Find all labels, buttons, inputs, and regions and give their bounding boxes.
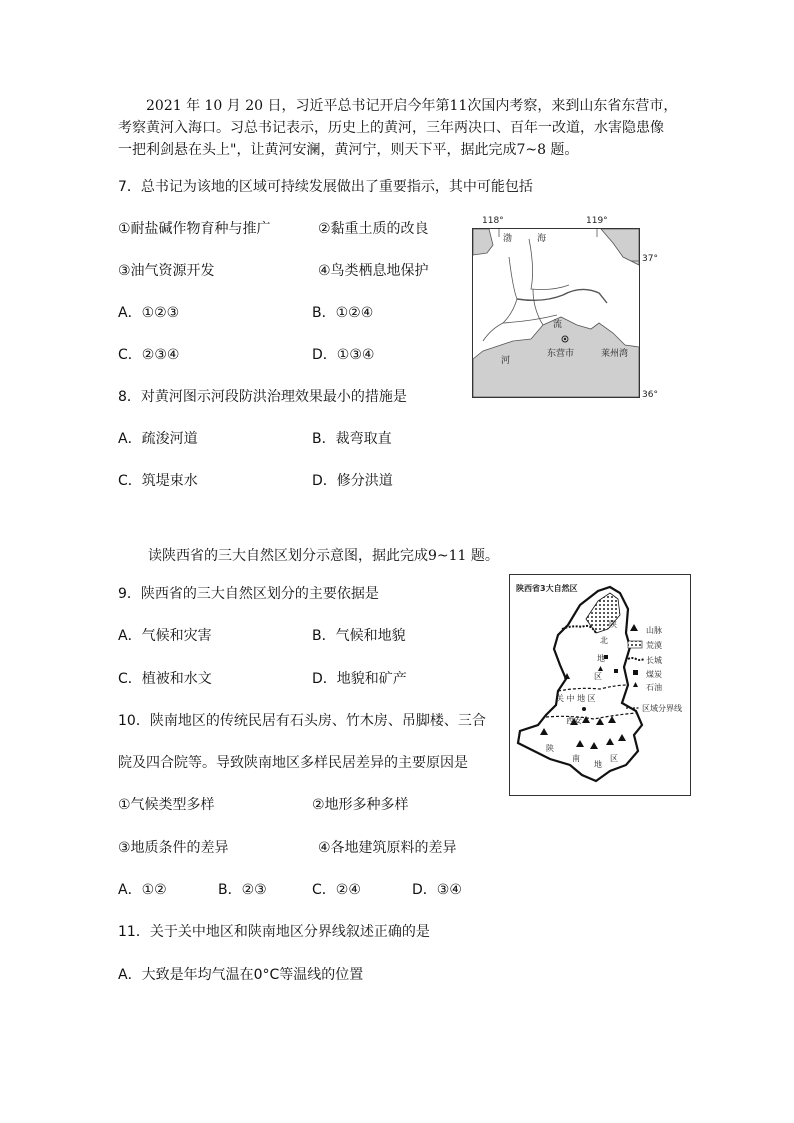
- map2-shaannan-3: 地: [594, 760, 602, 769]
- map1-lat-37: 37°: [642, 254, 658, 264]
- map1-drawing: [473, 229, 639, 397]
- q8-stem: 8．对黄河图示河段防洪治理效果最小的措施是: [118, 389, 407, 405]
- map2-title: 陕西省3大自然区: [516, 584, 578, 593]
- q8-choice-d: D．修分洪道: [312, 473, 393, 489]
- q7-option-3: ③油气资源开发: [118, 263, 215, 279]
- map2-shaannan-2: 南: [572, 754, 580, 763]
- q9-choice-a: A．气候和灾害: [118, 628, 212, 644]
- map2-shaannan-1: 陕: [546, 744, 554, 753]
- q10-option-1: ①气候类型多样: [118, 797, 215, 813]
- map2-guanzhong: 关 中 地 区: [556, 694, 596, 703]
- q10-option-2: ②地形多种多样: [312, 797, 409, 813]
- q10-choice-b: B．②③: [218, 882, 267, 898]
- passage2: 读陕西省的三大自然区划分示意图，据此完成9~11 题。: [148, 548, 499, 564]
- map1-city-dongying: 东营市: [547, 349, 575, 359]
- map2-shaanbei-3: 地: [597, 654, 605, 663]
- q11-choice-a: A．大致是年均气温在0°C等温线的位置: [118, 967, 364, 983]
- passage1-line1: 2021 年 10 月 20 日，习近平总书记开启今年第11次国内考察，来到山东省东营市，: [146, 98, 678, 114]
- q9-choice-d: D．地貌和矿产: [312, 671, 407, 687]
- q9-choice-b: B．气候和地貌: [312, 628, 406, 644]
- map2-legend-mountain: 山脉: [646, 626, 662, 635]
- q7-choice-b: B．①②④: [312, 305, 374, 321]
- map2-legend-boundary: 区域分界线: [642, 704, 682, 713]
- map2-shaannan-4: 区: [610, 754, 618, 763]
- q10-option-4: ④各地建筑原料的差异: [318, 840, 457, 856]
- q10-choice-a: A．①②: [118, 882, 167, 898]
- q8-choice-a: A．疏浚河道: [118, 431, 198, 447]
- map2-shaanbei-1: 陕: [609, 620, 617, 629]
- q10-choice-d: D．③④: [412, 882, 462, 898]
- map1-bohai-1: 渤: [503, 234, 513, 244]
- q8-choice-c: C．筑堤束水: [118, 473, 198, 489]
- map2-legend-coal: 煤炭: [646, 670, 662, 679]
- q7-option-4: ④鸟类栖息地保护: [318, 263, 429, 279]
- map2-xian: 西安: [566, 716, 582, 725]
- q7-choice-a: A．①②③: [118, 305, 180, 321]
- map1-frame: [472, 228, 640, 398]
- q10-choice-c: C．②④: [312, 882, 361, 898]
- map2-shaanbei-2: 北: [600, 636, 608, 645]
- map1-laizhou-bay: 莱州湾: [601, 349, 629, 359]
- map1-bohai-2: 海: [537, 234, 547, 244]
- q7-option-1: ①耐盐碱作物育种与推广: [118, 221, 271, 237]
- q7-option-2: ②黏重土质的改良: [318, 221, 429, 237]
- q8-choice-b: B．裁弯取直: [312, 431, 392, 447]
- q9-stem: 9．陕西省的三大自然区划分的主要依据是: [118, 586, 379, 602]
- map2-legend-desert: 荒漠: [646, 641, 662, 650]
- q10-option-3: ③地质条件的差异: [118, 840, 229, 856]
- map2-legend-great-wall: 长城: [646, 656, 662, 665]
- map1-river-label-2: 河: [501, 356, 511, 366]
- map1-river-label-1: 流: [553, 320, 563, 330]
- passage1-line2: 考察黄河入海口。习总书记表示，历史上的黄河，三年两决口、百年一改道，水害隐患像: [118, 120, 664, 136]
- map2-legend-oil: 石油: [646, 683, 662, 692]
- q7-stem: 7．总书记为该地的区域可持续发展做出了重要指示，其中可能包括: [118, 179, 533, 195]
- q11-stem: 11．关于关中地区和陕南地区分界线叙述正确的是: [118, 924, 430, 940]
- q9-choice-c: C．植被和水文: [118, 671, 212, 687]
- map2-shaanbei-4: 区: [594, 672, 602, 681]
- q7-choice-c: C．②③④: [118, 347, 180, 363]
- q10-stem-line2: 院及四合院等。导致陕南地区多样民居差异的主要原因是: [118, 755, 468, 771]
- passage1-line3: 一把利剑悬在头上"，让黄河安澜，黄河宁，则天下平，据此完成7~8 题。: [118, 142, 579, 158]
- q7-choice-d: D．①③④: [312, 347, 375, 363]
- map1-lon-118: 118°: [482, 216, 504, 226]
- shaanxi-regions-map: [509, 574, 691, 796]
- map1-lat-36: 36°: [642, 390, 658, 400]
- q10-stem-line1: 10．陕南地区的传统民居有石头房、竹木房、吊脚楼、三合: [118, 713, 486, 729]
- map1-lon-119: 119°: [586, 216, 608, 226]
- yellow-river-estuary-map: [462, 214, 658, 406]
